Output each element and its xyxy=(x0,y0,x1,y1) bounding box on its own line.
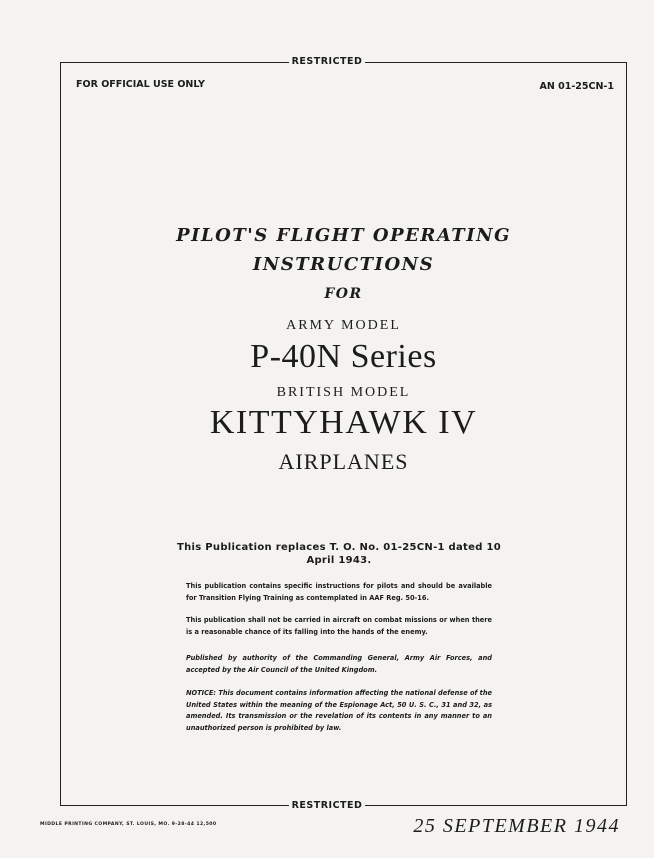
restricted-bottom-label: RESTRICTED xyxy=(289,800,366,811)
official-use-label: FOR OFFICIAL USE ONLY xyxy=(76,79,205,90)
combat-restriction-paragraph: This publication shall not be carried in aircraft on combat missions or when there is a reasonable chance of its falling into the hands of the enemy. xyxy=(186,616,492,636)
british-model-name: KITTYHAWK IV xyxy=(209,404,478,441)
authority-paragraph: Published by authority of the Commanding General, Army Air Forces, and accepted by the Air Council of the United Kingdom. xyxy=(186,654,492,674)
restricted-marking-top xyxy=(0,56,654,67)
espionage-notice-paragraph: NOTICE: This document contains information affecting the national defense of the United States within the meaning of the Espionage Act, 50 U. S. C., 31 and 32, as amended. Its transmission or the revelation of its contents in any manner to an unauthorized person is prohibited by law. xyxy=(186,689,492,732)
publication-date: 25 SEPTEMBER 1944 xyxy=(413,815,620,837)
airplanes-label: AIRPLANES xyxy=(278,449,409,474)
title-line-2: INSTRUCTIONS xyxy=(252,254,435,275)
british-model-label: BRITISH MODEL xyxy=(276,385,411,400)
title-for: FOR xyxy=(324,286,363,302)
title-line-1: PILOT'S FLIGHT OPERATING xyxy=(176,225,511,246)
printer-imprint: MIDDLE PRINTING COMPANY, ST. LOUIS, MO. 9-28-44 12,500 xyxy=(40,822,217,827)
usage-paragraph: This publication contains specific instructions for pilots and should be available for Transition Flying Training as contemplated in AAF Reg. 50-16. xyxy=(186,582,492,602)
restricted-top-label: RESTRICTED xyxy=(289,56,366,67)
restricted-marking-bottom xyxy=(0,800,654,811)
replaces-notice: This Publication replaces T. O. No. 01-25CN-1 dated 10 April 1943. xyxy=(177,542,501,566)
document-number: AN 01-25CN-1 xyxy=(539,81,614,92)
army-model-name: P-40N Series xyxy=(250,338,437,375)
army-model-label: ARMY MODEL xyxy=(286,318,401,333)
